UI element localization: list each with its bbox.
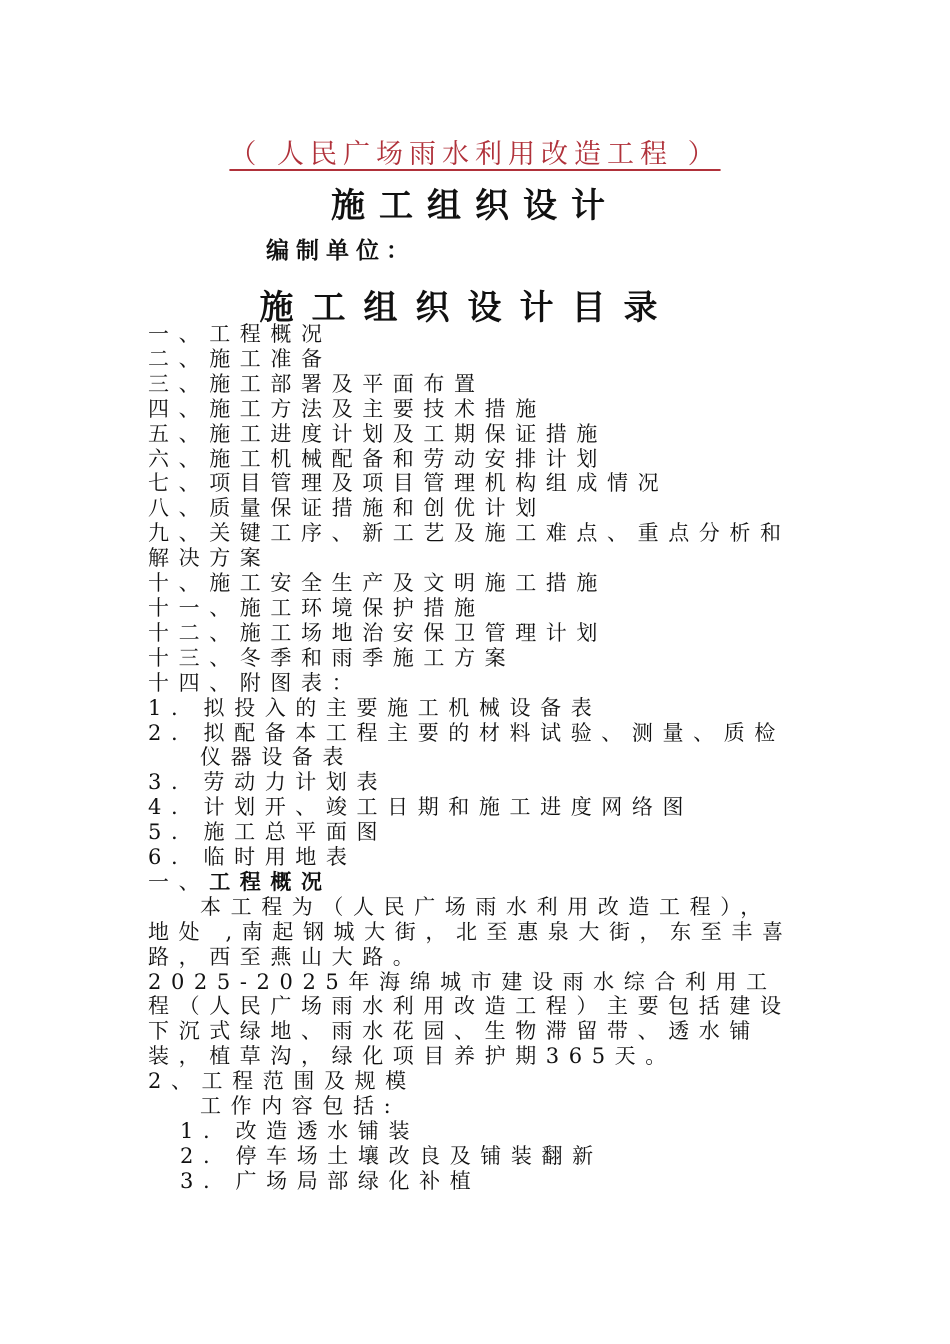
toc-item: 七、项目管理及项目管理机构组成情况 — [148, 471, 669, 496]
document-title: 施工组织设计 — [331, 186, 619, 226]
toc-item: 六、施工机械配备和劳动安排计划 — [148, 446, 607, 471]
toc-title: 施工组织设计目录 — [259, 288, 676, 328]
scope-item: 2. 停车场土壤改良及铺装翻新 — [180, 1143, 603, 1168]
toc-item: 二、施工准备 — [148, 346, 332, 371]
section-paragraph: 本工程为（人民广场雨水利用改造工程），地处 ,南起钢城大街，北至惠泉大街，东至丰喜路，西至燕山大路。 — [148, 894, 793, 969]
appendix-item: 4. 计划开、竣工日期和施工进度网络图 — [148, 795, 694, 820]
toc-item: 十三、冬季和雨季施工方案 — [148, 645, 516, 670]
document-body — [148, 322, 798, 1194]
section-heading-number: 一、 — [148, 869, 210, 894]
appendix-item: 6. 临时用地表 — [148, 845, 357, 870]
appendix-item: 2. 拟配备本工程主要的材料试验、测量、质检仪器设备表 — [148, 720, 785, 770]
scope-intro: 工作内容包括: — [200, 1094, 401, 1119]
section-heading-text: 工程概况 — [209, 869, 332, 894]
section-subheading: 2、工程范围及规模 — [148, 1069, 416, 1094]
toc-item: 十四、附图表： — [148, 670, 363, 695]
toc-item: 五、施工进度计划及工期保证措施 — [148, 421, 607, 446]
toc-item: 十二、施工场地治安保卫管理计划 — [148, 620, 607, 645]
section-paragraph: 2025-2025年海绵城市建设雨水综合利用工程（人民广场雨水利用改造工程）主要包括建设下沉式绿地、雨水花园、生物滞留带、透水铺装，植草沟，绿化项目养护期365天。 — [148, 969, 791, 1069]
appendix-item: 5. 施工总平面图 — [148, 820, 388, 845]
toc-item: 四、施工方法及主要技术措施 — [148, 396, 546, 421]
appendix-item: 3. 劳动力计划表 — [148, 770, 388, 795]
toc-item: 十、施工安全生产及文明施工措施 — [148, 571, 607, 596]
toc-item: 九、关键工序、新工艺及施工难点、重点分析和解决方案 — [148, 521, 791, 571]
scope-item: 1. 改造透水铺装 — [180, 1119, 420, 1143]
appendix-item: 1. 拟投入的主要施工机械设备表 — [148, 695, 602, 720]
toc-item: 三、施工部署及平面布置 — [148, 371, 485, 396]
scope-item: 3. 广场局部绿化补植 — [180, 1168, 481, 1193]
toc-item: 八、质量保证措施和创优计划 — [148, 496, 546, 521]
toc-item: 一、工程概况 — [148, 322, 332, 346]
section-heading — [148, 870, 798, 895]
compiling-unit-label: 编制单位： — [266, 238, 416, 264]
project-name: （ 人民广场雨水利用改造工程 ） — [229, 139, 721, 170]
toc-item: 十一、施工环境保护措施 — [148, 595, 485, 620]
